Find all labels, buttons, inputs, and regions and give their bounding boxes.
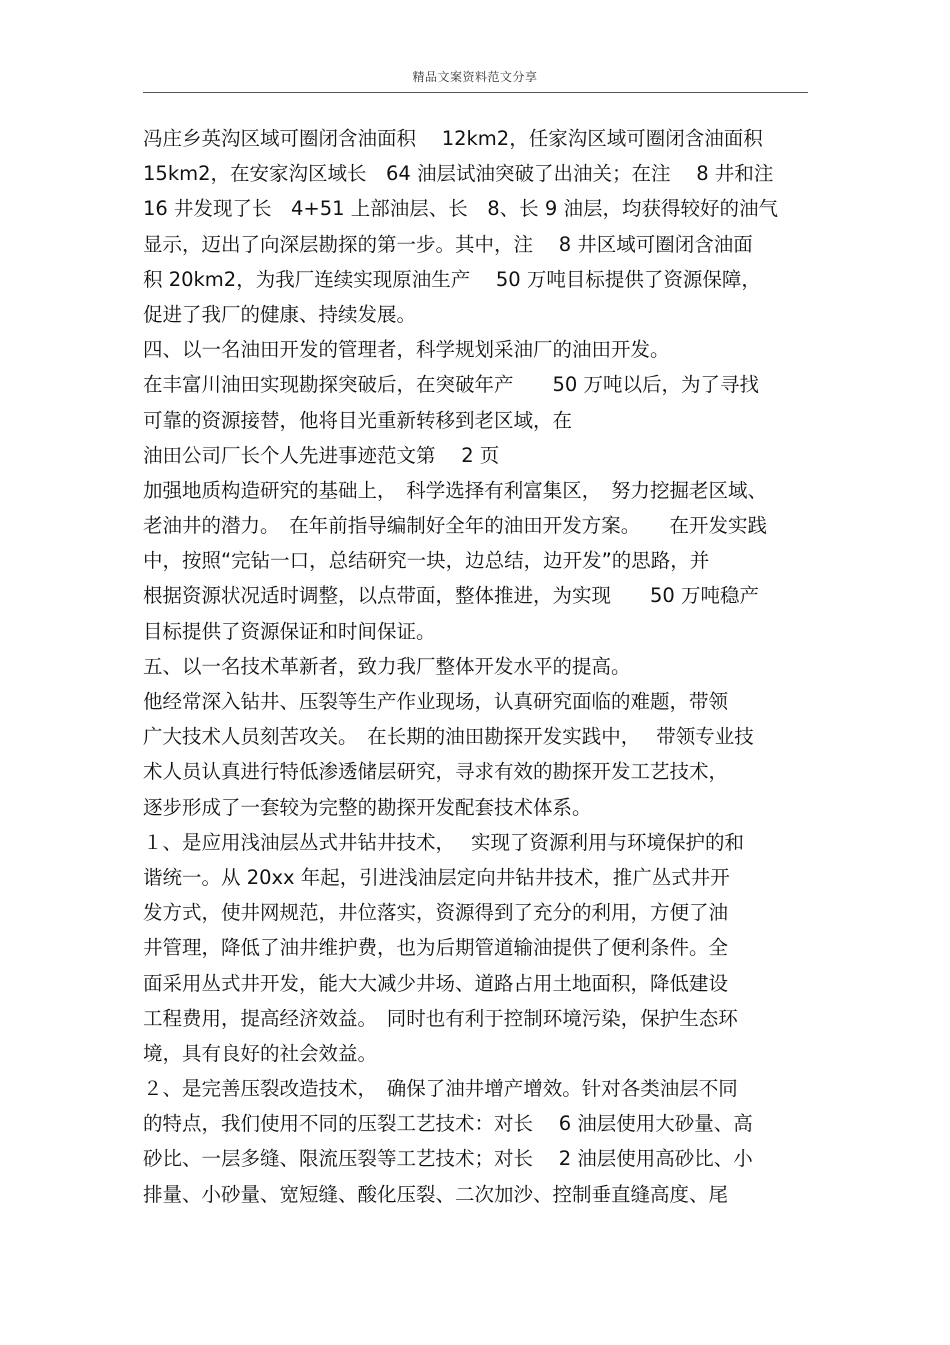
text-line: 促进了我厂的健康、持续发展。 (143, 302, 417, 326)
text-line: 发方式，使井网规范，井位落实，资源得到了充分的利用，方便了油 (143, 901, 729, 925)
text-line: 在丰富川油田实现勘探突破后，在突破年产 50 万吨以后，为了寻找 (143, 373, 760, 397)
text-line: 老油井的潜力。 在年前指导编制好全年的油田开发方案。 在开发实践 (143, 514, 768, 538)
header-divider (143, 92, 808, 93)
text-line: 可靠的资源接替，他将目光重新转移到老区域，在 (143, 408, 573, 432)
text-line: ２、是完善压裂改造技术， 确保了油井增产增效。针对各类油层不同 (143, 1077, 738, 1101)
text-line: 四、以一名油田开发的管理者，科学规划采油厂的油田开发。 (143, 338, 670, 362)
text-line: 术人员认真进行特低渗透储层研究，寻求有效的勘探开发工艺技术， (143, 760, 729, 784)
text-line: 砂比、一层多缝、限流压裂等工艺技术；对长 2 油层使用高砂比、小 (143, 1147, 753, 1171)
text-line: 16 井发现了长 4+51 上部油层、长 8、长 9 油层，均获得较好的油气 (143, 197, 778, 221)
text-line: 逐步形成了一套较为完整的勘探开发配套技术体系。 (143, 795, 592, 819)
text-line: 15km2，在安家沟区域长 64 油层试油突破了出油关；在注 8 井和注 (143, 162, 774, 186)
text-line: 加强地质构造研究的基础上， 科学选择有利富集区， 努力挖掘老区域、 (143, 478, 768, 502)
text-line: 排量、小砂量、宽短缝、酸化压裂、二次加沙、控制垂直缝高度、尾 (143, 1182, 729, 1206)
text-line: 积 20km2，为我厂连续实现原油生产 50 万吨目标提供了资源保障， (143, 267, 761, 291)
page-header: 精品文案资料范文分享 (412, 70, 538, 84)
text-line: 中，按照“完钻一口，总结研究一块，边总结，边开发”的思路，并 (143, 549, 710, 573)
document-body (143, 121, 823, 1212)
text-line: 的特点，我们使用不同的压裂工艺技术：对长 6 油层使用大砂量、高 (143, 1112, 753, 1136)
text-line: 他经常深入钻井、压裂等生产作业现场，认真研究面临的难题，带领 (143, 690, 729, 713)
text-line: 工程费用，提高经济效益。 同时也有利于控制环境污染，保护生态环 (143, 1006, 738, 1030)
text-line: 目标提供了资源保证和时间保证。 (143, 619, 436, 643)
text-line: 显示，迈出了向深层勘探的第一步。其中，注 8 井区域可圈闭含油面 (143, 232, 753, 256)
text-line: 广大技术人员刻苦攻关。 在长期的油田勘探开发实践中， 带领专业技 (143, 725, 754, 749)
text-line: 油田公司厂长个人先进事迹范文第 2 页 (143, 443, 500, 467)
text-line: 五、以一名技术革新者，致力我厂整体开发水平的提高。 (143, 654, 631, 678)
text-line: 井管理，降低了油井维护费，也为后期管道输油提供了便利条件。全 (143, 936, 729, 960)
text-line: 面采用丛式井开发，能大大减少井场、道路占用土地面积，降低建设 (143, 971, 729, 995)
text-line: 境，具有良好的社会效益。 (143, 1041, 378, 1065)
text-line: １、是应用浅油层丛式井钻井技术， 实现了资源利用与环境保护的和 (143, 830, 744, 854)
text-line: 根据资源状况适时调整，以点带面，整体推进，为实现 50 万吨稳产 (143, 584, 760, 608)
text-line: 谐统一。从 20xx 年起，引进浅油层定向井钻井技术，推广丛式井开 (143, 865, 730, 889)
text-line: 冯庄乡英沟区域可圈闭含油面积 12km2，任家沟区域可圈闭含油面积 (143, 127, 763, 150)
